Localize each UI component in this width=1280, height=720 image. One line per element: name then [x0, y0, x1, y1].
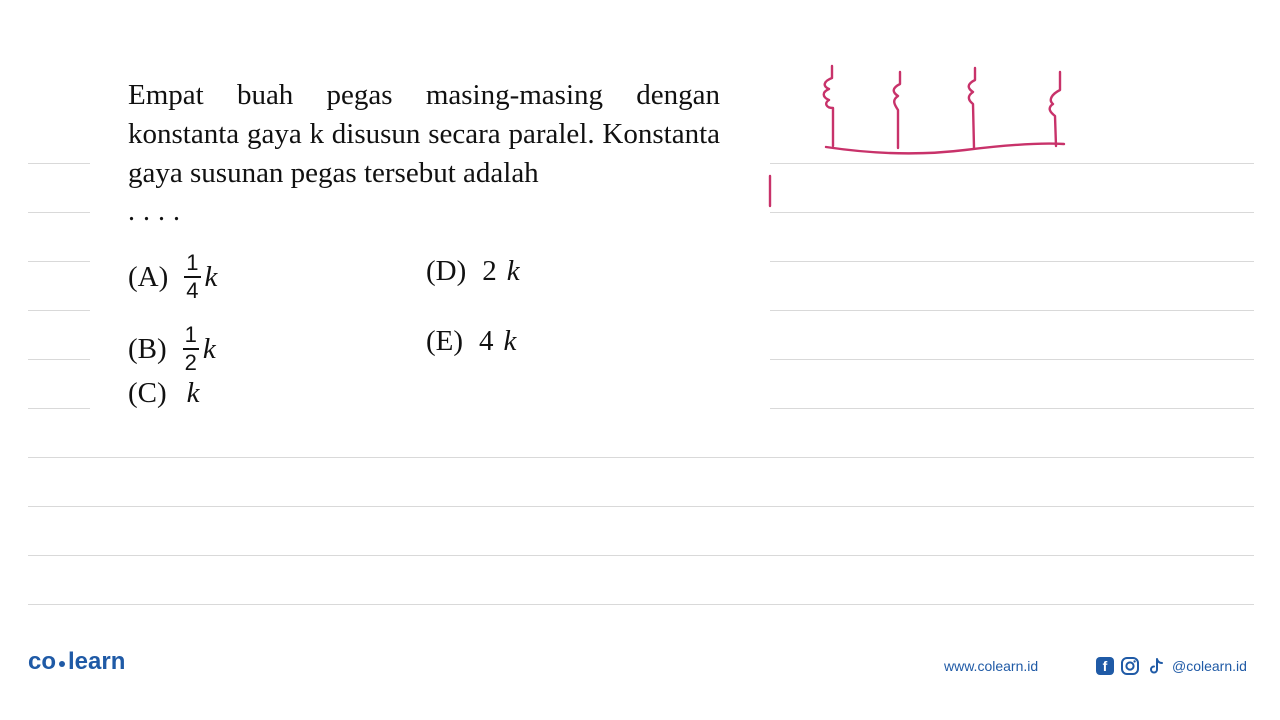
option-value: 2	[482, 255, 497, 287]
spring-2	[894, 72, 900, 148]
option-label: (E)	[426, 325, 464, 357]
option-label: (C)	[128, 377, 167, 409]
spring-4	[1050, 72, 1060, 146]
brand-logo-dot	[59, 661, 65, 667]
fraction-denominator: 2	[184, 350, 197, 375]
option-label: (A)	[128, 261, 169, 293]
option-variable: k	[202, 333, 216, 365]
option-label: (D)	[426, 255, 467, 287]
facebook-icon[interactable]: f	[1096, 657, 1114, 675]
option-variable: k	[186, 377, 200, 409]
brand-logo-left: co	[28, 648, 57, 675]
brand-logo	[28, 648, 125, 676]
question-text: Empat buah pegas masing-masing dengan konstanta gaya k disusun secara paralel. Konstanta gaya susunan pegas tersebut adalah	[128, 79, 720, 189]
option-variable: k	[204, 261, 218, 293]
spring-1	[824, 66, 833, 146]
connector-bar	[826, 144, 1064, 154]
option-variable: k	[503, 325, 517, 357]
tiktok-icon[interactable]	[1146, 656, 1166, 676]
option-variable: k	[506, 255, 520, 287]
option-label: (B)	[128, 333, 167, 365]
fraction-numerator: 1	[184, 252, 200, 278]
spring-3	[969, 68, 975, 148]
option-value: 4	[479, 325, 494, 357]
question-ellipsis: ....	[128, 196, 188, 227]
brand-logo-right: learn	[68, 648, 126, 675]
social-links	[1096, 656, 1247, 676]
fraction-denominator: 4	[186, 278, 199, 303]
social-handle[interactable]: @colearn.id	[1172, 658, 1247, 674]
website-link[interactable]: www.colearn.id	[944, 658, 1039, 674]
instagram-icon[interactable]	[1120, 656, 1140, 676]
fraction-numerator: 1	[183, 324, 199, 350]
